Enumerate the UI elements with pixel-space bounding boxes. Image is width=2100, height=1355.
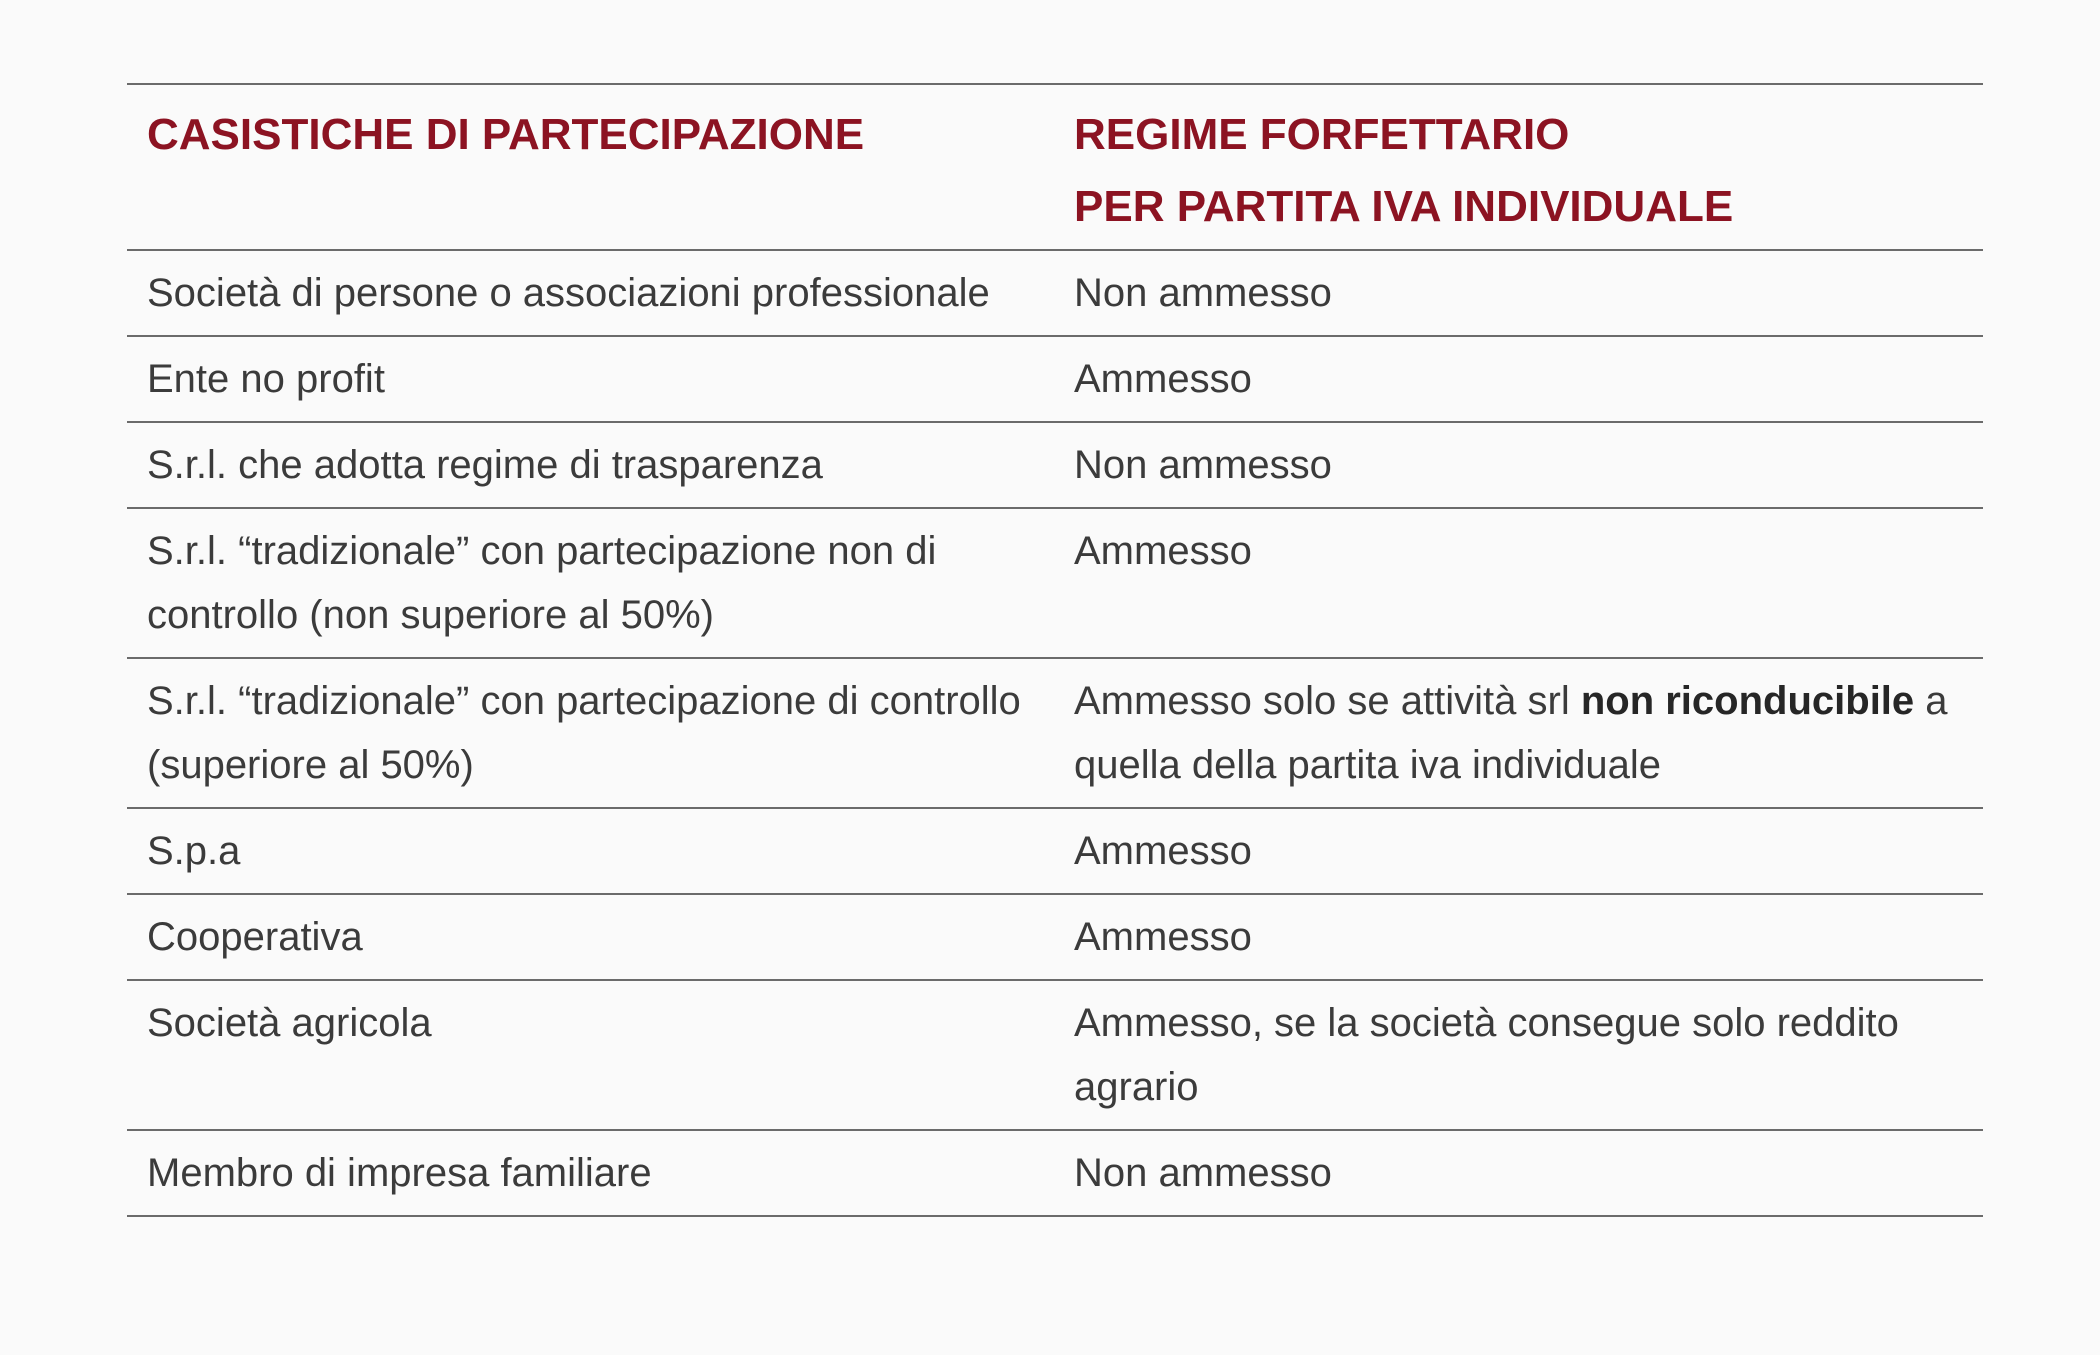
- header-regime-forfettario: [1054, 84, 1983, 250]
- table-row: [127, 980, 1983, 1130]
- regime-cell: Non ammesso: [1054, 1130, 1983, 1216]
- regime-cell: Ammesso: [1054, 336, 1983, 422]
- regime-text-emphasis: non riconducibile: [1580, 679, 1915, 723]
- case-cell: Membro di impresa familiare: [127, 1130, 1054, 1216]
- regime-cell: Ammesso: [1054, 808, 1983, 894]
- table-row: [127, 1130, 1983, 1216]
- table-header-row: [127, 84, 1983, 250]
- case-cell: Ente no profit: [127, 336, 1054, 422]
- regime-text-pre: Ammesso solo se attività srl: [1074, 679, 1581, 723]
- table-row: [127, 508, 1983, 658]
- case-cell: Società agricola: [127, 980, 1054, 1130]
- case-cell: Società di persone o associazioni professionale: [147, 271, 990, 315]
- case-cell: S.r.l. che adotta regime di trasparenza: [127, 422, 1054, 508]
- regime-text-post: a quella della partita iva individuale: [1074, 679, 1948, 787]
- case-cell: Cooperativa: [127, 894, 1054, 980]
- table-row: [127, 422, 1983, 508]
- regime-cell: Non ammesso: [1074, 271, 1332, 315]
- case-cell: S.r.l. “tradizionale” con partecipazione di controllo (superiore al 50%): [127, 658, 1054, 808]
- table-row: [127, 336, 1983, 422]
- case-cell: S.p.a: [127, 808, 1054, 894]
- header-regime-line2: PER PARTITA IVA INDIVIDUALE: [1074, 182, 1734, 231]
- regime-cell: Ammesso, se la società consegue solo reddito agrario: [1054, 980, 1983, 1130]
- case-cell: S.r.l. “tradizionale” con partecipazione non di controllo (non superiore al 50%): [127, 508, 1054, 658]
- regime-cell: [1054, 658, 1983, 808]
- regime-cell: Non ammesso: [1054, 422, 1983, 508]
- table-row: [127, 250, 1983, 336]
- regime-cell: Ammesso: [1054, 894, 1983, 980]
- header-regime-line1: REGIME FORFETTARIO: [1074, 110, 1570, 159]
- regime-cell: Ammesso: [1054, 508, 1983, 658]
- table-row: [127, 894, 1983, 980]
- header-casistiche-label: CASISTICHE DI PARTECIPAZIONE: [147, 110, 865, 159]
- table-row: [127, 808, 1983, 894]
- participation-table-container: [127, 83, 1983, 1217]
- participation-regime-table: [127, 83, 1983, 1217]
- header-casistiche: [127, 84, 1054, 250]
- table-row: [127, 658, 1983, 808]
